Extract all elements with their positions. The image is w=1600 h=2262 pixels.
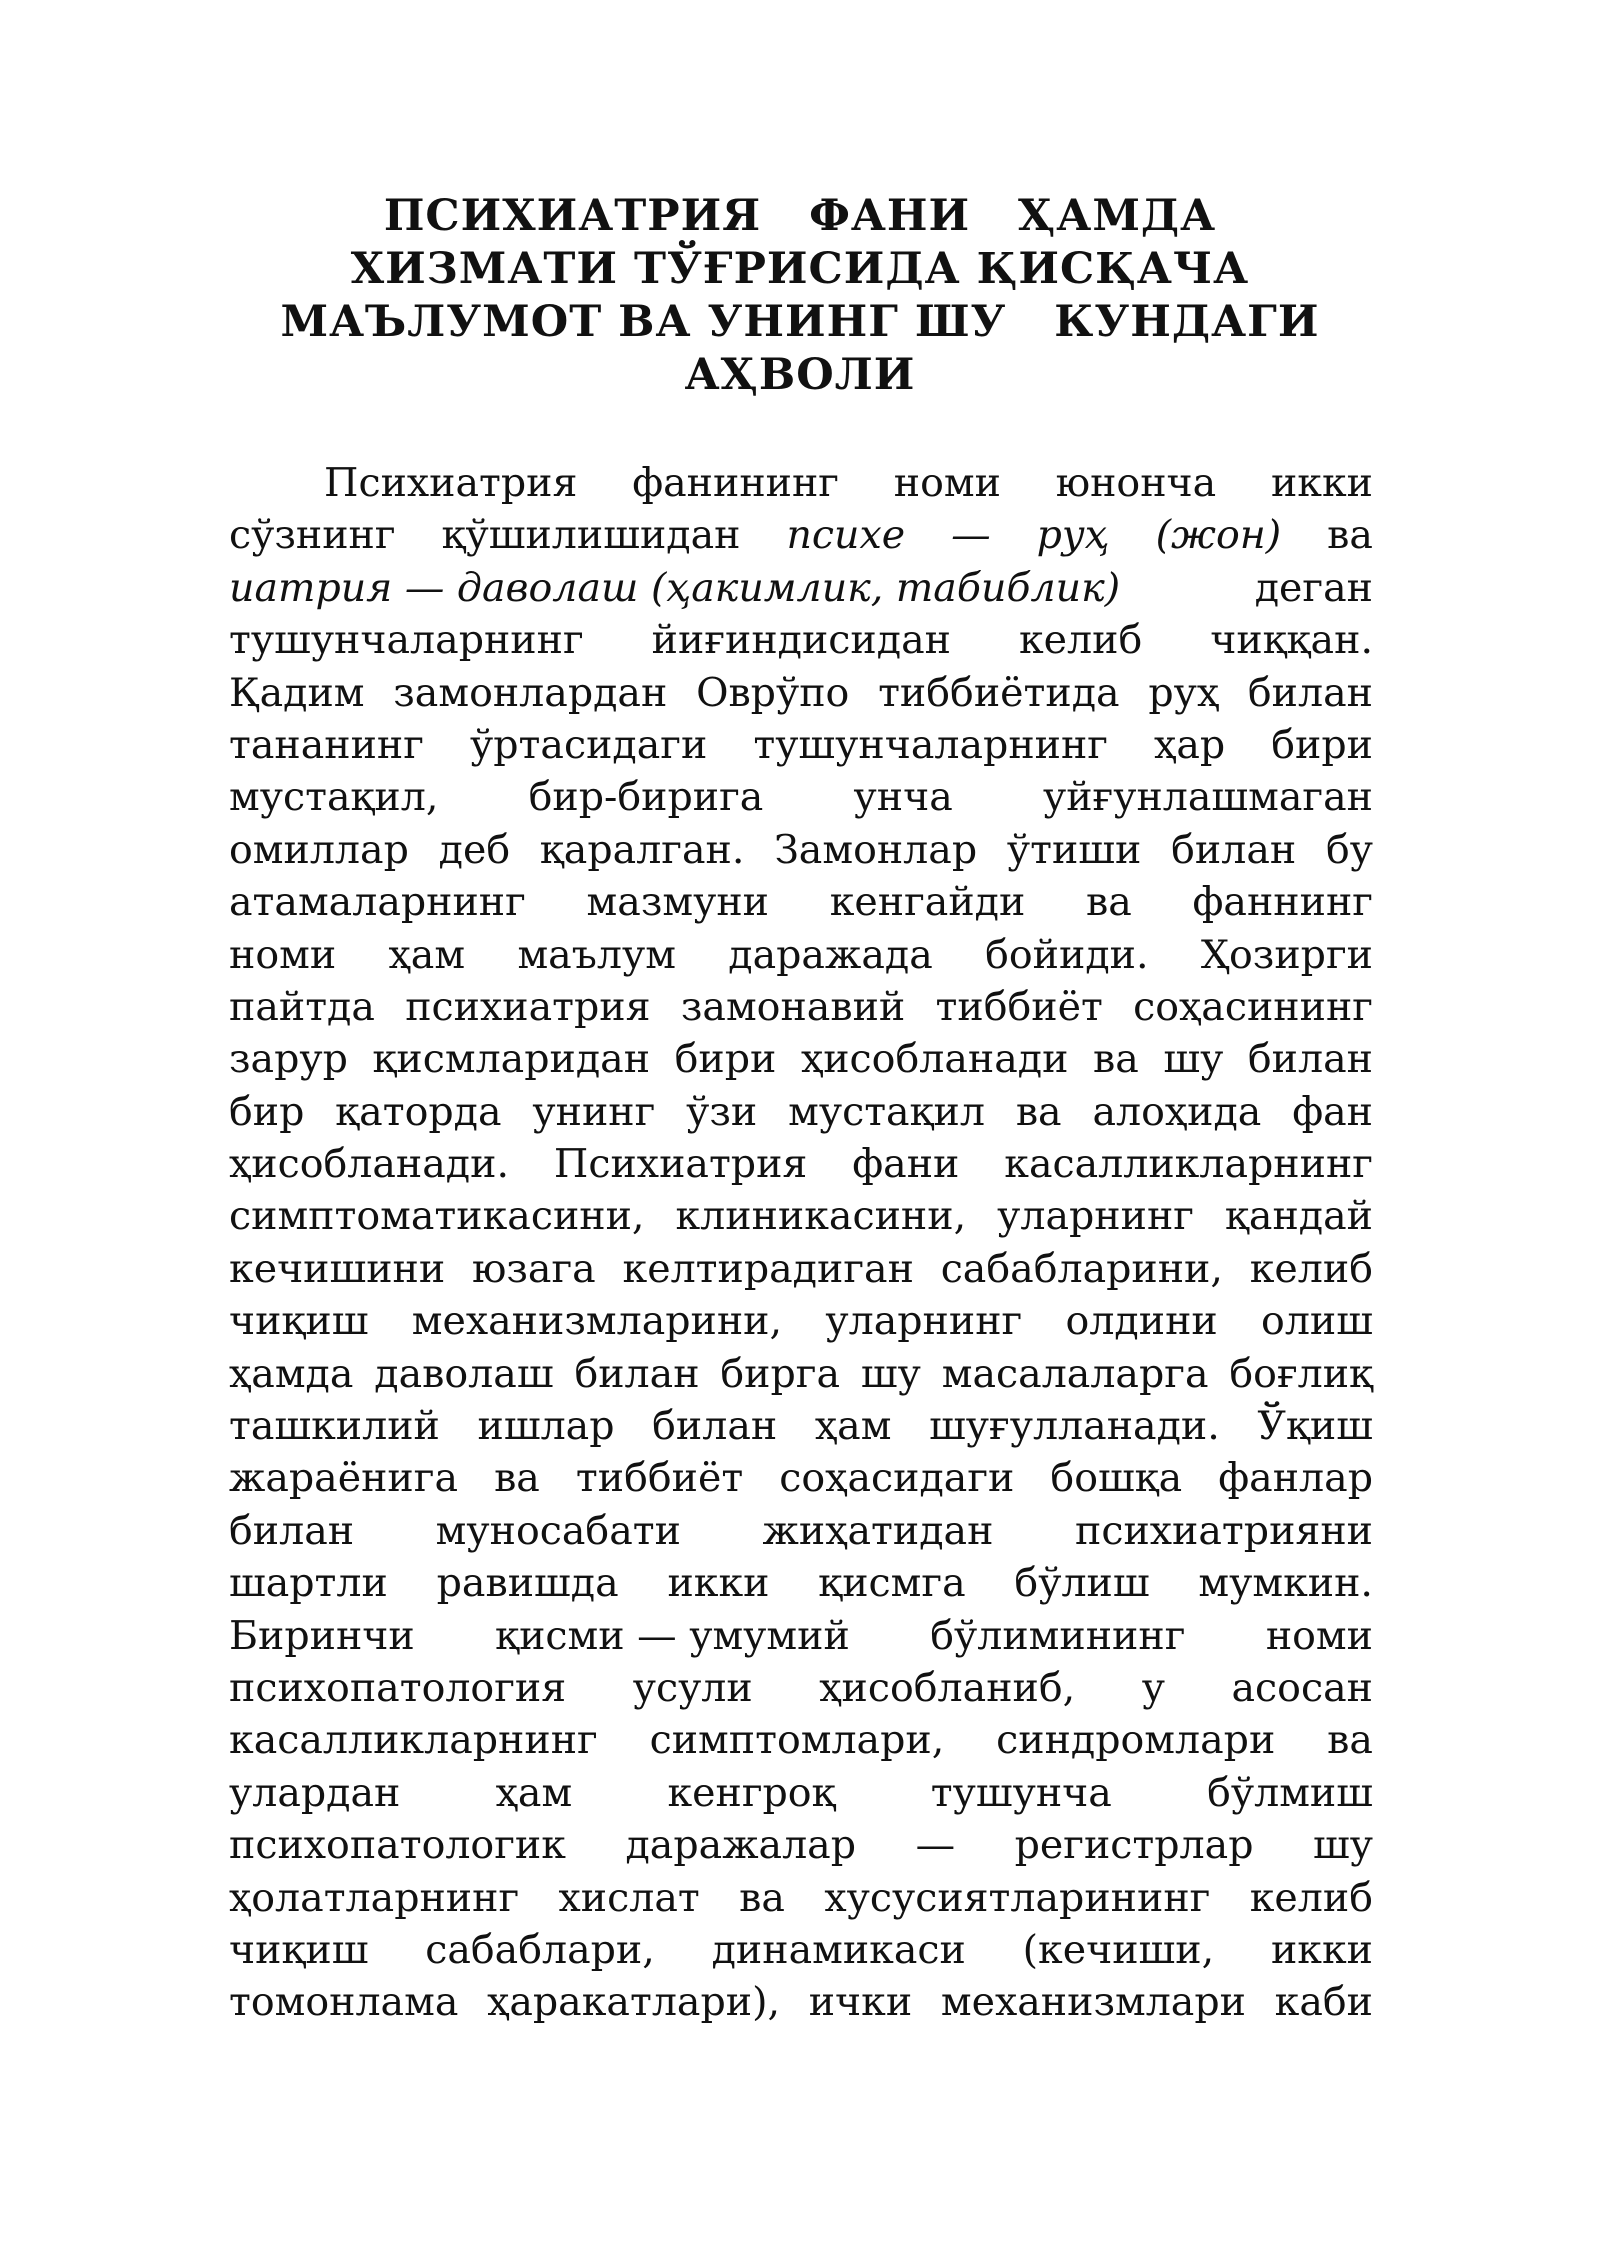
word: икки <box>1270 460 1373 506</box>
word: бири <box>674 1036 777 1083</box>
word: Замонлар <box>774 826 978 873</box>
word: шу <box>1313 1822 1373 1869</box>
word: ва <box>739 1874 785 1921</box>
word: билан <box>229 1507 355 1554</box>
text-line <box>229 1243 1373 1295</box>
text-line <box>229 1295 1373 1347</box>
italic-word: руҳ <box>1036 512 1110 559</box>
word: Биринчи <box>229 1612 415 1659</box>
word: ҳисобланиб, <box>819 1664 1076 1711</box>
word: симптоматикасини, <box>229 1193 645 1240</box>
word: келтирадиган <box>622 1245 914 1292</box>
word: қандай <box>1224 1193 1373 1240</box>
word: ишлар <box>477 1403 615 1450</box>
word: олиш <box>1261 1298 1373 1345</box>
word: уйғунлашмаган <box>1042 774 1373 821</box>
word: бошқа <box>1050 1455 1183 1502</box>
word: масалаларга <box>941 1350 1209 1397</box>
text-line <box>229 1819 1373 1871</box>
text-line <box>229 509 1373 561</box>
word: психиатрияни <box>1075 1507 1373 1554</box>
word: кенгайди <box>829 879 1026 926</box>
italic-word: психе <box>786 512 906 559</box>
word: ва <box>1015 1088 1062 1135</box>
word: чиқиш <box>229 1298 369 1345</box>
body-paragraph <box>229 457 1373 2029</box>
title-line: АҲВОЛИ <box>684 350 916 400</box>
word: соҳасидаги <box>779 1455 1015 1502</box>
word: улардан <box>229 1769 401 1816</box>
word: тушунчаларнинг <box>753 721 1108 768</box>
word: даволаш <box>374 1350 554 1397</box>
word: механизмлари <box>940 1979 1246 2026</box>
word: регистрлар <box>1014 1822 1254 1869</box>
word: тиббиётида <box>878 669 1120 716</box>
word: билан <box>1247 669 1373 716</box>
word: каби <box>1274 1979 1373 2026</box>
word: Оврўпо <box>696 669 850 716</box>
text-line <box>229 1190 1373 1242</box>
word: жараёнига <box>229 1455 458 1502</box>
word: бир <box>229 1088 305 1135</box>
text-line <box>229 1872 1373 1924</box>
text-line <box>229 1767 1373 1819</box>
italic-word: иатрия — даволаш (ҳакимлик, табиблик) <box>229 564 1121 611</box>
word: чиққан. <box>1210 617 1373 664</box>
word: кечишини <box>229 1245 446 1292</box>
word: усули <box>632 1664 753 1711</box>
text-line <box>229 1610 1373 1662</box>
word: унинг <box>532 1088 656 1135</box>
word: ҳамда <box>229 1350 354 1397</box>
word: мумкин. <box>1198 1560 1373 1607</box>
word: Психиатрия <box>324 460 578 506</box>
word: алоҳида <box>1092 1088 1262 1135</box>
word: жиҳатидан <box>762 1507 994 1554</box>
word: ҳам <box>388 931 466 978</box>
word: тиббиёт <box>935 983 1103 1030</box>
word: сабабларини, <box>940 1245 1223 1292</box>
word: ҳам <box>495 1769 573 1816</box>
word: уларнинг <box>825 1298 1023 1345</box>
word: ҳар <box>1154 721 1226 768</box>
word: икки <box>1270 1926 1373 1973</box>
word: хусусиятларининг <box>824 1874 1211 1921</box>
word: ва <box>494 1455 540 1502</box>
document-title <box>230 190 1370 402</box>
word: Ҳозирги <box>1200 931 1373 978</box>
word: қисмларидан <box>372 1036 651 1083</box>
text-line <box>229 562 1373 614</box>
word: ўтиши <box>1006 826 1142 873</box>
word: мустақил <box>788 1088 985 1135</box>
word: уларнинг <box>997 1193 1194 1240</box>
word: томонлама <box>229 1979 459 2026</box>
word: динамикаси <box>711 1926 966 1973</box>
word: маълум <box>517 931 676 978</box>
word: ҳисобланади. <box>229 1141 510 1188</box>
word: касалликларнинг <box>229 1717 598 1764</box>
word: тиббиёт <box>575 1455 744 1502</box>
word: механизмларини, <box>411 1298 783 1345</box>
text-line <box>229 1348 1373 1400</box>
word: бири <box>1271 721 1373 768</box>
word: клиникасини, <box>675 1193 967 1240</box>
word: шартли <box>229 1560 388 1607</box>
word: тананинг <box>229 721 424 768</box>
word: номи <box>229 931 337 978</box>
word: у <box>1141 1664 1165 1711</box>
word: келиб <box>1249 1245 1373 1292</box>
word: келиб <box>1018 617 1143 664</box>
word: билан <box>1171 826 1297 873</box>
word: қисми — умумий <box>495 1612 850 1659</box>
word: деган <box>1254 564 1373 611</box>
word: йиғиндисидан <box>651 617 951 664</box>
word: бўлиш <box>1014 1560 1150 1607</box>
word: келиб <box>1249 1874 1373 1921</box>
italic-word: (жон) <box>1155 512 1282 559</box>
text-line <box>229 1400 1373 1452</box>
word: руҳ <box>1148 669 1220 716</box>
text-line <box>229 1976 1373 2028</box>
title-line: ПСИХИАТРИЯ ФАНИ ҲАМДА <box>383 191 1217 241</box>
word: ва <box>1327 1717 1373 1764</box>
italic-word: — <box>951 512 991 559</box>
word: тушунчаларнинг <box>229 617 584 664</box>
word: шу <box>1163 1036 1224 1083</box>
word: деб <box>438 826 511 873</box>
word: мазмуни <box>586 879 769 926</box>
word: ҳисобланади <box>800 1036 1069 1083</box>
text-line <box>229 1138 1373 1190</box>
word: қўшилишидан <box>441 512 741 559</box>
word: даражада <box>728 931 933 978</box>
word: даражалар <box>625 1822 857 1869</box>
word: Психиатрия <box>553 1141 808 1188</box>
word: номи <box>893 460 1001 506</box>
word: синдромлари <box>996 1717 1276 1764</box>
word: қисмга <box>818 1560 966 1607</box>
word: қаторда <box>335 1088 502 1135</box>
text-line <box>229 614 1373 666</box>
word: ўртасидаги <box>470 721 708 768</box>
word: юзага <box>472 1245 596 1292</box>
title-line: МАЪЛУМОТ ВА УНИНГ ШУ КУНДАГИ <box>280 297 1320 347</box>
text-line <box>229 1452 1373 1504</box>
word: Ўқиш <box>1257 1403 1373 1450</box>
text-line <box>229 1505 1373 1557</box>
word: бу <box>1325 826 1373 873</box>
word: шуғулланади. <box>929 1403 1220 1450</box>
word: замонавий <box>680 983 906 1030</box>
word: пайтда <box>229 983 375 1030</box>
word: ва <box>1092 1036 1139 1083</box>
word: зарур <box>229 1036 348 1083</box>
text-line <box>229 929 1373 981</box>
word: ва <box>1327 512 1373 559</box>
word: соҳасининг <box>1133 983 1373 1030</box>
text-line <box>229 1662 1373 1714</box>
word: ўзи <box>686 1088 758 1135</box>
text-line <box>229 1714 1373 1766</box>
word: икки <box>667 1560 770 1607</box>
word: муносабати <box>435 1507 681 1554</box>
word: фани <box>852 1141 960 1188</box>
text-line <box>229 1033 1373 1085</box>
word: номи <box>1265 1612 1373 1659</box>
word: омиллар <box>229 826 409 873</box>
word: тушунча <box>930 1769 1112 1816</box>
word: ҳам <box>814 1403 892 1450</box>
word: билан <box>574 1350 700 1397</box>
word: билан <box>1247 1036 1373 1083</box>
word: мустақил, <box>229 774 439 821</box>
text-line <box>229 719 1373 771</box>
word: психопатология <box>229 1664 567 1711</box>
word: атамаларнинг <box>229 879 526 926</box>
word: равишда <box>436 1560 619 1607</box>
word: фанлар <box>1218 1455 1373 1502</box>
word: олдини <box>1065 1298 1218 1345</box>
word: ва <box>1086 879 1132 926</box>
word: юнонча <box>1055 460 1217 506</box>
text-line <box>229 876 1373 928</box>
word: асосан <box>1231 1664 1373 1711</box>
word: бирга <box>720 1350 841 1397</box>
word: хислат <box>558 1874 700 1921</box>
word: симптомлари, <box>649 1717 945 1764</box>
word: фанининг <box>632 460 839 506</box>
text-line <box>229 1557 1373 1609</box>
word: бўлмиш <box>1207 1769 1373 1816</box>
word: — <box>915 1822 956 1869</box>
word: Қадим <box>229 669 365 716</box>
text-line <box>229 1924 1373 1976</box>
text-line <box>229 457 1373 509</box>
word: ҳолатларнинг <box>229 1874 520 1921</box>
word: сабаблари, <box>425 1926 655 1973</box>
word: фаннинг <box>1192 879 1373 926</box>
word: бир-бирига <box>528 774 764 821</box>
word: фан <box>1292 1088 1373 1135</box>
title-line: ХИЗМАТИ ТЎҒРИСИДА ҚИСҚАЧА <box>350 244 1250 294</box>
text-line <box>229 667 1373 719</box>
text-line <box>229 1086 1373 1138</box>
word: кенгроқ <box>667 1769 836 1816</box>
word: шу <box>860 1350 921 1397</box>
word: чиқиш <box>229 1926 369 1973</box>
word: сўзнинг <box>229 512 396 559</box>
word: ички <box>808 1979 913 2026</box>
word: ҳаракатлари), <box>487 1979 781 2026</box>
word: бойиди. <box>985 931 1149 978</box>
word: қаралган. <box>539 826 745 873</box>
word: психопатологик <box>229 1822 566 1869</box>
word: боғлиқ <box>1229 1350 1373 1397</box>
word: (кечиши, <box>1022 1926 1215 1973</box>
word: касалликларнинг <box>1004 1141 1373 1188</box>
text-line <box>229 824 1373 876</box>
word: билан <box>652 1403 778 1450</box>
text-line <box>229 771 1373 823</box>
word: унча <box>853 774 953 821</box>
word: ташкилий <box>229 1403 440 1450</box>
word: бўлимининг <box>930 1612 1186 1659</box>
text-line <box>229 981 1373 1033</box>
word: замонлардан <box>393 669 668 716</box>
word: психиатрия <box>405 983 651 1030</box>
